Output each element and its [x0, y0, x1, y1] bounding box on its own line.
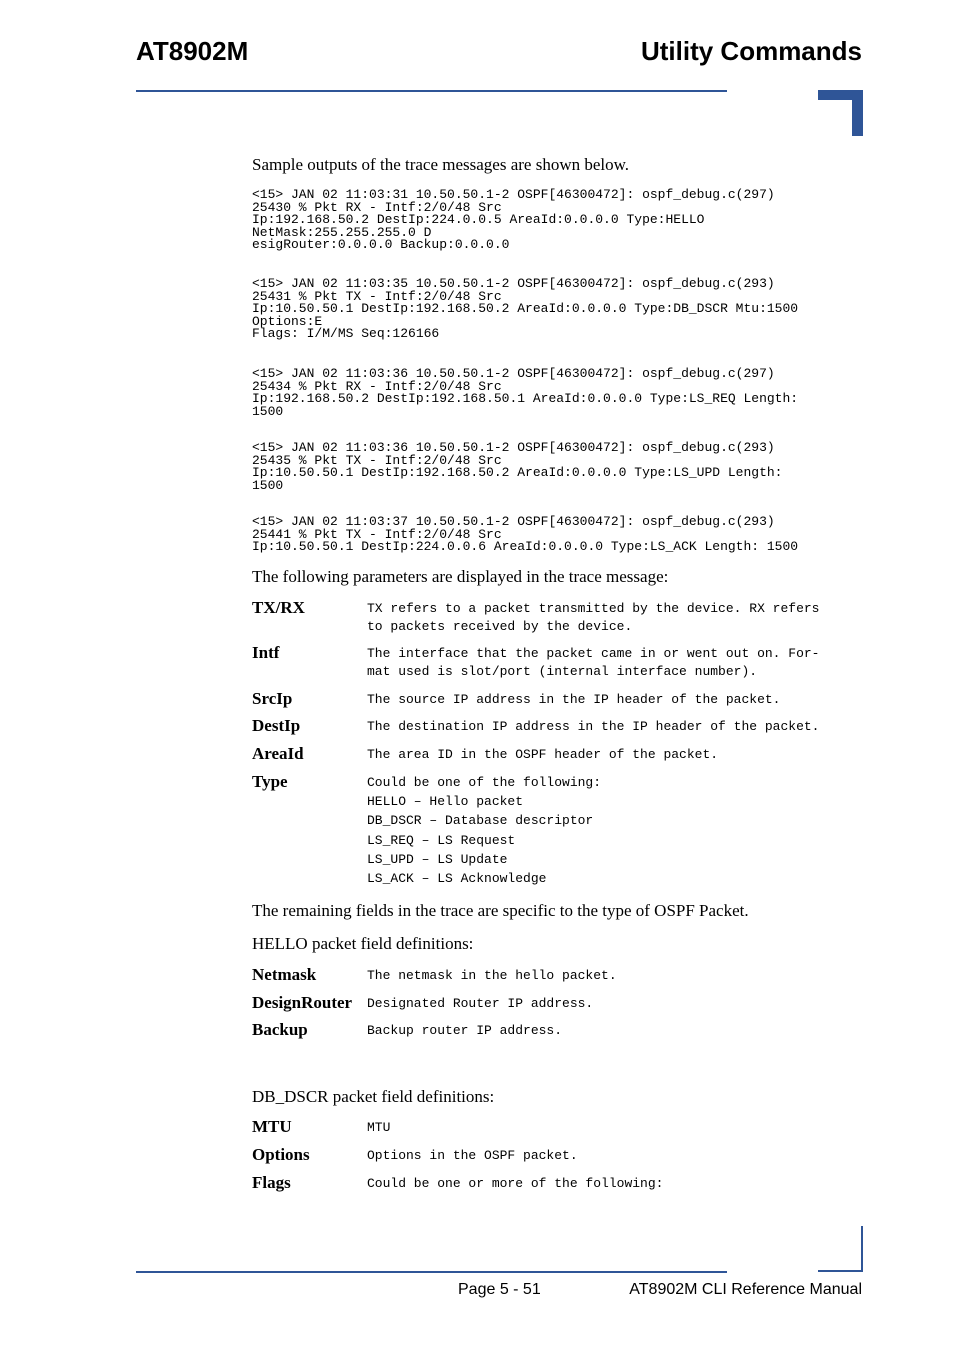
hello-intro: HELLO packet field definitions: — [252, 934, 474, 953]
dbdscr-term-mtu: MTU — [252, 1117, 292, 1136]
header-rule — [136, 90, 727, 92]
param-term-intf: Intf — [252, 643, 280, 662]
intro-paragraph: Sample outputs of the trace messages are shown below. — [252, 155, 630, 174]
param-term-srcip: SrcIp — [252, 689, 293, 708]
trace-sample-1: <15> JAN 02 11:03:31 10.50.50.1-2 OSPF[46300472]: ospf_debug.c(297) 25430 % Pkt RX - Intf:2/0/48 Src Ip:192.168.50.2 DestIp:224.0.0.5 AreaId:0.0.0.0 Type:HELLO NetMask:255.255.255.0 D esigRouter:0.0.0.0 Backup:0.0.0.0 — [252, 187, 775, 252]
params-intro: The following parameters are displayed in the trace message: — [252, 567, 669, 586]
param-term-destip: DestIp — [252, 716, 301, 735]
param-desc-intf: The interface that the packet came in or went out on. For- mat used is slot/port (internal interface number). — [367, 646, 820, 679]
hello-desc-backup: Backup router IP address. — [367, 1023, 563, 1038]
hello-term-designrouter: DesignRouter — [252, 993, 353, 1012]
hello-term-netmask: Netmask — [252, 965, 317, 984]
dbdscr-term-flags: Flags — [252, 1173, 291, 1192]
hello-desc-netmask: The netmask in the hello packet. — [367, 968, 617, 983]
footer-rule — [136, 1271, 727, 1273]
header-product-name: AT8902M — [136, 36, 249, 66]
param-term-txrx: TX/RX — [252, 598, 305, 617]
param-term-type: Type — [252, 772, 288, 791]
remaining-fields-paragraph: The remaining fields in the trace are specific to the type of OSPF Packet. — [252, 901, 749, 920]
dbdscr-desc-mtu: MTU — [367, 1120, 391, 1135]
dbdscr-term-options: Options — [252, 1145, 310, 1164]
param-desc-areaid: The area ID in the OSPF header of the packet. — [367, 747, 719, 762]
dbdscr-desc-flags: Could be one or more of the following: — [367, 1176, 664, 1191]
trace-sample-3: <15> JAN 02 11:03:36 10.50.50.1-2 OSPF[46300472]: ospf_debug.c(297) 25434 % Pkt RX - Intf:2/0/48 Src Ip:192.168.50.2 DestIp:192.168.50.1 AreaId:0.0.0.0 Type:LS_REQ Length: 1500 — [252, 366, 799, 419]
hello-desc-designrouter: Designated Router IP address. — [367, 996, 594, 1011]
param-term-areaid: AreaId — [252, 744, 304, 763]
param-desc-srcip: The source IP address in the IP header of the packet. — [367, 692, 781, 707]
dbdscr-desc-options: Options in the OSPF packet. — [367, 1148, 578, 1163]
dbdscr-intro: DB_DSCR packet field definitions: — [252, 1087, 495, 1106]
param-desc-destip: The destination IP address in the IP header of the packet. — [367, 719, 820, 734]
footer-corner-mark-vertical — [861, 1226, 863, 1272]
footer-manual-title: AT8902M CLI Reference Manual — [629, 1281, 862, 1298]
trace-sample-2: <15> JAN 02 11:03:35 10.50.50.1-2 OSPF[46300472]: ospf_debug.c(293) 25431 % Pkt TX - Intf:2/0/48 Src Ip:10.50.50.1 DestIp:192.168.50.2 AreaId:0.0.0.0 Type:DB_DSCR Mtu:1500 Options:E Flags: I/M/MS Seq:126166 — [252, 276, 799, 341]
param-desc-txrx: TX refers to a packet transmitted by the device. RX refers to packets received by the device. — [367, 601, 820, 634]
param-desc-type: Could be one of the following: HELLO – Hello packet DB_DSCR – Database descriptor LS_REQ – LS Request LS_UPD – LS Update LS_ACK – LS Acknowledge — [367, 775, 602, 887]
footer-corner-mark — [818, 1270, 863, 1272]
trace-sample-4: <15> JAN 02 11:03:36 10.50.50.1-2 OSPF[46300472]: ospf_debug.c(293) 25435 % Pkt TX - Intf:2/0/48 Src Ip:10.50.50.1 DestIp:192.168.50.2 AreaId:0.0.0.0 Type:LS_UPD Length: 1500 — [252, 440, 783, 493]
header-corner-mark-vertical — [852, 90, 863, 136]
header-section-title: Utility Commands — [640, 36, 862, 66]
footer-page-number: Page 5 - 51 — [458, 1281, 541, 1298]
hello-term-backup: Backup — [252, 1020, 308, 1039]
trace-sample-5: <15> JAN 02 11:03:37 10.50.50.1-2 OSPF[46300472]: ospf_debug.c(293) 25441 % Pkt TX - Intf:2/0/48 Src Ip:10.50.50.1 DestIp:224.0.0.6 AreaId:0.0.0.0 Type:LS_ACK Length: 1500 — [252, 514, 799, 554]
